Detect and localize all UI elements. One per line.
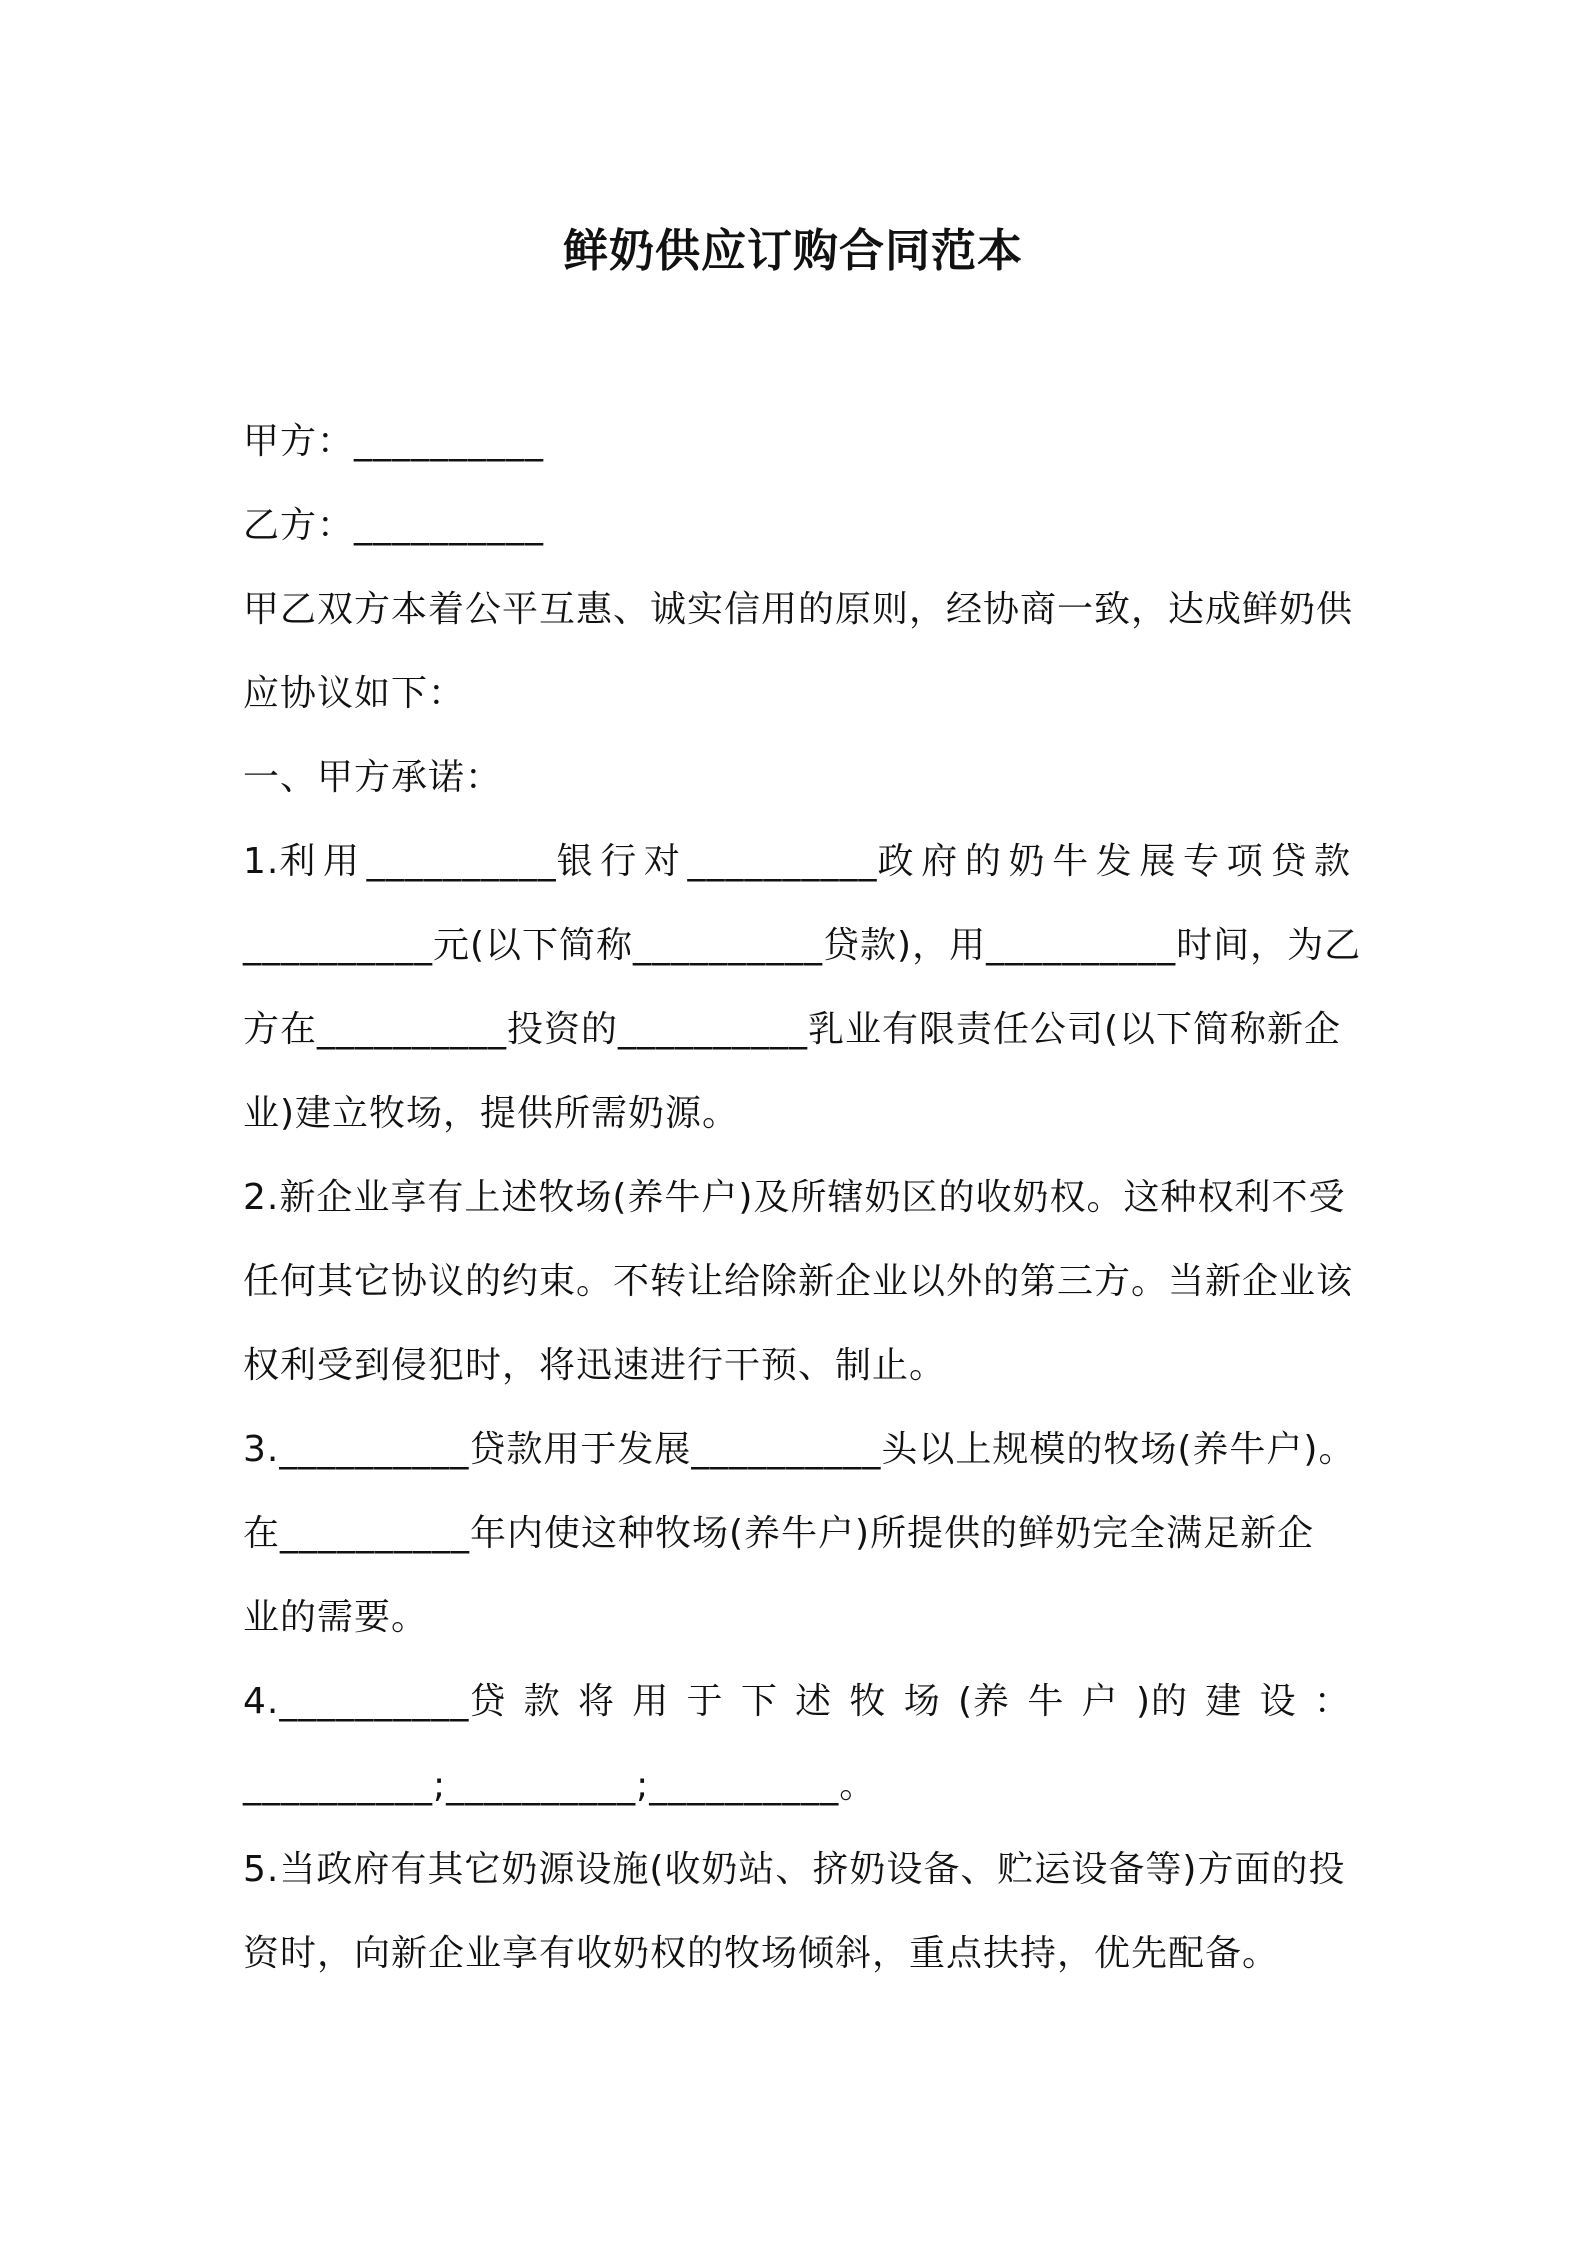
clause-1-line-4: 业)建立牧场，提供所需奶源。: [243, 1093, 740, 1134]
clause-token: 专: [1183, 841, 1221, 882]
clause-token: ：: [1313, 1681, 1351, 1722]
clause-5-line: 资时，向新企业享有收奶权的牧场倾斜，重点扶持，优先配备。: [243, 1933, 1280, 1974]
clause-token: 展: [1139, 841, 1177, 882]
clause-token: 将: [577, 1681, 615, 1722]
clause-token: 用: [632, 1681, 670, 1722]
document-title: 鲜奶供应订购合同范本: [562, 224, 1023, 277]
clause-3-line: 在__________年内使这种牧场(养牛户)所提供的鲜奶完全满足新企: [243, 1513, 1315, 1554]
clause-token: 牛: [1052, 841, 1090, 882]
clause-token: 场: [903, 1681, 941, 1722]
clause-token: 行: [600, 841, 638, 882]
clause-token: __________银: [366, 841, 594, 882]
clause-token: 牧: [849, 1681, 887, 1722]
clause-1-line-1: [243, 820, 1351, 904]
clause-token: 牛: [1027, 1681, 1065, 1722]
clause-token: 款: [523, 1681, 561, 1722]
clause-token: 发: [1095, 841, 1133, 882]
clause-3-line: 业的需要。: [243, 1597, 429, 1638]
contract-body: [243, 400, 1362, 1996]
clause-token: 的: [964, 841, 1002, 882]
clause-1-line-3: 方在__________投资的__________乳业有限责任公司(以下简称新企: [243, 1009, 1342, 1050]
clause-token: 4.__________贷: [243, 1681, 507, 1722]
clause-5-line: 5.当政府有其它奶源设施(收奶站、挤奶设备、贮运设备等)方面的投: [243, 1849, 1346, 1890]
party-a-line: 甲方：__________: [243, 421, 545, 462]
preamble-line: 甲乙双方本着公平互惠、诚实信用的原则，经协商一致，达成鲜奶供: [243, 589, 1354, 630]
clause-token: 府: [921, 841, 959, 882]
clause-2-line: 权利受到侵犯时，将迅速进行干预、制止。: [243, 1345, 947, 1386]
clause-2-line: 任何其它协议的约束。不转让给除新企业以外的第三方。当新企业该: [243, 1261, 1354, 1302]
clause-token: 奶: [1008, 841, 1046, 882]
clause-1-line-2: __________元(以下简称__________贷款)，用__________时间，为乙: [243, 925, 1362, 966]
clause-token: 建: [1205, 1681, 1243, 1722]
preamble-line: 应协议如下：: [243, 673, 466, 714]
clause-token: 用: [322, 841, 360, 882]
section-1-heading: 一、甲方承诺：: [243, 757, 503, 798]
clause-token: 下: [740, 1681, 778, 1722]
party-b-line: 乙方：__________: [243, 505, 545, 546]
clause-token: 1.利: [243, 841, 317, 882]
clause-token: 设: [1259, 1681, 1297, 1722]
clause-token: (养: [958, 1681, 1011, 1722]
clause-token: 贷: [1270, 841, 1308, 882]
clause-3-line: 3.__________贷款用于发展__________头以上规模的牧场(养牛户)。: [243, 1429, 1356, 1470]
clause-token: 户: [1081, 1681, 1119, 1722]
clause-token: )的: [1135, 1681, 1188, 1722]
clause-4-line-1: [243, 1660, 1351, 1744]
clause-4-line-2: __________;__________;__________。: [243, 1765, 877, 1806]
clause-token: 项: [1226, 841, 1264, 882]
clause-token: 款: [1313, 841, 1351, 882]
clause-token: 于: [686, 1681, 724, 1722]
clause-token: 述: [795, 1681, 833, 1722]
clause-2-line: 2.新企业享有上述牧场(养牛户)及所辖奶区的收奶权。这种权利不受: [243, 1177, 1346, 1218]
clause-token: __________政: [687, 841, 915, 882]
clause-token: 对: [643, 841, 681, 882]
